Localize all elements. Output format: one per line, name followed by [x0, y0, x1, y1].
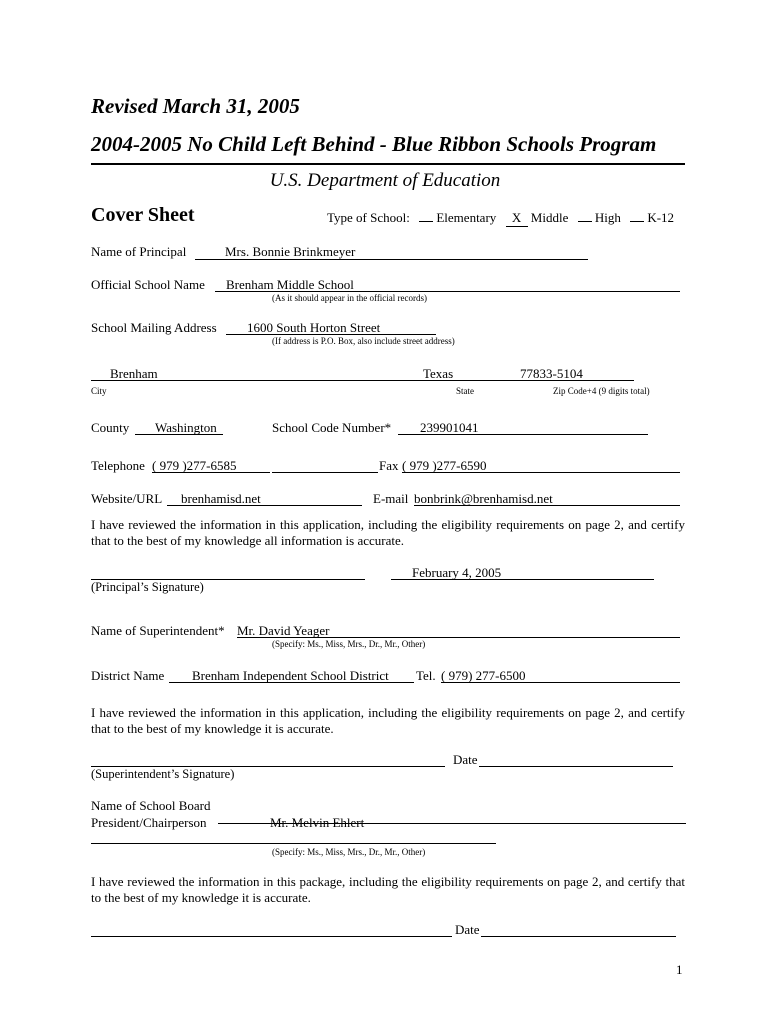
board-second-line	[91, 843, 496, 844]
page-number: 1	[676, 962, 683, 977]
telephone-label: Telephone	[91, 458, 145, 473]
county-label: County	[91, 420, 130, 435]
state-label: State	[456, 386, 474, 396]
school-code-field[interactable]: 239901041	[420, 420, 479, 435]
board-note: (Specify: Ms., Miss, Mrs., Dr., Mr., Other)	[272, 847, 426, 857]
board-certification: I have reviewed the information in this package, including the eligibility requirements on page 2, and certify that to the best of my knowledge it is accurate.	[91, 874, 685, 905]
revised-date: Revised March 31, 2005	[91, 94, 300, 118]
header-rule	[91, 163, 685, 165]
district-tel-label: Tel.	[416, 668, 436, 683]
city-label: City	[91, 386, 107, 396]
school-name-label: Official School Name	[91, 277, 205, 292]
superintendent-field[interactable]: Mr. David Yeager	[237, 623, 330, 638]
telephone-field[interactable]: ( 979 )277-6585	[152, 458, 237, 473]
superintendent-date-line[interactable]	[479, 766, 673, 767]
school-code-label: School Code Number*	[272, 420, 392, 435]
school-type-label: Type of School:	[327, 210, 410, 225]
board-signature-line[interactable]	[91, 936, 452, 937]
city-field[interactable]: Brenham	[110, 366, 158, 381]
email-label: E-mail	[373, 491, 409, 506]
checkbox-k12[interactable]	[630, 221, 644, 222]
district-label: District Name	[91, 668, 165, 683]
fax-field[interactable]: ( 979 )277-6590	[402, 458, 487, 473]
email-field[interactable]: bonbrink@brenhamisd.net	[414, 491, 553, 506]
checkbox-high[interactable]	[578, 221, 592, 222]
principal-certification: I have reviewed the information in this application, including the eligibility requirements on page 2, and certify that to the best of my knowledge all information is accurate.	[91, 517, 685, 548]
board-date-line[interactable]	[481, 936, 676, 937]
label-k12: K-12	[647, 210, 675, 225]
board-label-1: Name of School Board	[91, 798, 211, 813]
label-elementary: Elementary	[436, 210, 497, 225]
superintendent-date-label: Date	[453, 752, 478, 767]
principal-date-field[interactable]: February 4, 2005	[412, 565, 502, 580]
checkbox-elementary[interactable]	[419, 221, 433, 222]
superintendent-certification: I have reviewed the information in this application, including the eligibility requirements on page 2, and certify that to the best of my knowledge it is accurate.	[91, 705, 685, 736]
principal-field[interactable]: Mrs. Bonnie Brinkmeyer	[225, 244, 356, 259]
superintendent-signature-label: (Superintendent’s Signature)	[91, 767, 235, 781]
principal-label: Name of Principal	[91, 244, 187, 259]
district-field[interactable]: Brenham Independent School District	[192, 668, 389, 683]
state-field[interactable]: Texas	[423, 366, 454, 381]
website-field[interactable]: brenhamisd.net	[181, 491, 261, 506]
telephone-extra-line	[272, 472, 378, 473]
superintendent-note: (Specify: Ms., Miss, Mrs., Dr., Mr., Other)	[272, 639, 426, 649]
mailing-note: (If address is P.O. Box, also include street address)	[272, 336, 455, 346]
cover-sheet-title: Cover Sheet	[91, 204, 195, 226]
board-label-2: President/Chairperson	[91, 815, 207, 830]
district-tel-field[interactable]: ( 979) 277-6500	[441, 668, 526, 683]
zip-label: Zip Code+4 (9 digits total)	[553, 386, 650, 396]
fax-label: Fax	[379, 458, 399, 473]
label-middle: Middle	[530, 210, 569, 225]
program-title: 2004-2005 No Child Left Behind - Blue Ribbon Schools Program	[91, 132, 657, 156]
label-high: High	[594, 210, 621, 225]
website-label: Website/URL	[91, 491, 163, 506]
zip-field[interactable]: 77833-5104	[520, 366, 583, 381]
county-field[interactable]: Washington	[155, 420, 217, 435]
mailing-field[interactable]: 1600 South Horton Street	[247, 320, 381, 335]
board-date-label: Date	[455, 922, 480, 937]
school-name-field[interactable]: Brenham Middle School	[226, 277, 354, 292]
department-name: U.S. Department of Education	[269, 170, 501, 191]
principal-signature-label: (Principal’s Signature)	[91, 580, 204, 594]
school-type-group	[327, 210, 674, 227]
mailing-label: School Mailing Address	[91, 320, 217, 335]
superintendent-label: Name of Superintendent*	[91, 623, 225, 638]
checkbox-middle[interactable]: X	[506, 210, 528, 227]
board-field[interactable]: Mr. Melvin Ehlert	[270, 815, 365, 830]
school-name-note: (As it should appear in the official records)	[272, 293, 428, 303]
